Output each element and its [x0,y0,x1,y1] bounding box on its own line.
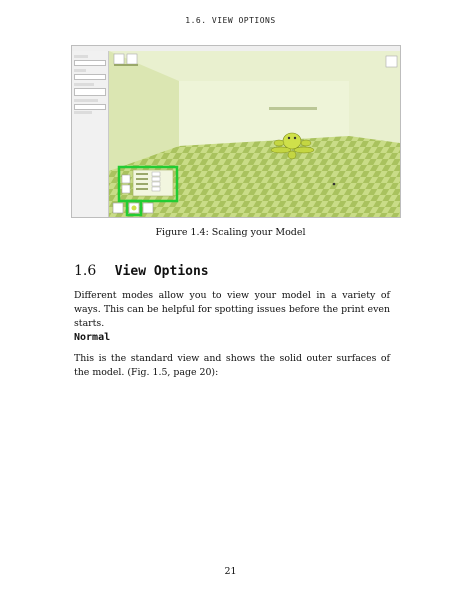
subsection-paragraph: This is the standard view and shows the solid outer surfaces of the model. (Fig. 1.5, page 20): [74,353,390,378]
section-intro-paragraph: Different modes allow you to view your model in a variety of ways. This can be helpful for spotting issues before the print even starts. [74,290,390,329]
sidebar-label [74,99,98,102]
max-scale-button [122,185,130,193]
sidebar-label [74,111,92,114]
sidebar-label [74,55,88,58]
sidebar-field [74,60,106,66]
scale-x-field [152,172,160,176]
scale-y-field [152,177,160,181]
rear-wall [179,81,349,146]
rotate-tool-button [113,203,123,213]
section-number: 1.6 [74,263,97,279]
size-field [152,187,160,191]
model-dimension-label [269,107,317,110]
running-head: 1.6. VIEW OPTIONS [185,16,276,25]
print-button [127,54,137,64]
settings-sidebar [72,51,109,217]
sidebar-field [74,104,106,110]
page-number: 21 [224,566,237,577]
sidebar-field [74,88,106,96]
section-title: View Options [114,264,209,279]
mirror-tool-button [143,203,153,213]
figure-screenshot [71,45,401,218]
sidebar-label [74,69,86,72]
load-button [114,54,124,64]
viewport-canvas [109,51,400,217]
sidebar-label [74,83,94,86]
section-heading [74,263,209,279]
3d-viewport [109,51,400,217]
sidebar-field [74,74,106,80]
reset-scale-button [122,175,130,183]
view-mode-button [386,56,397,67]
subsection-title: Normal [74,332,111,343]
scale-z-field [152,182,160,186]
figure-caption: Figure 1.4: Scaling your Model [155,227,306,238]
